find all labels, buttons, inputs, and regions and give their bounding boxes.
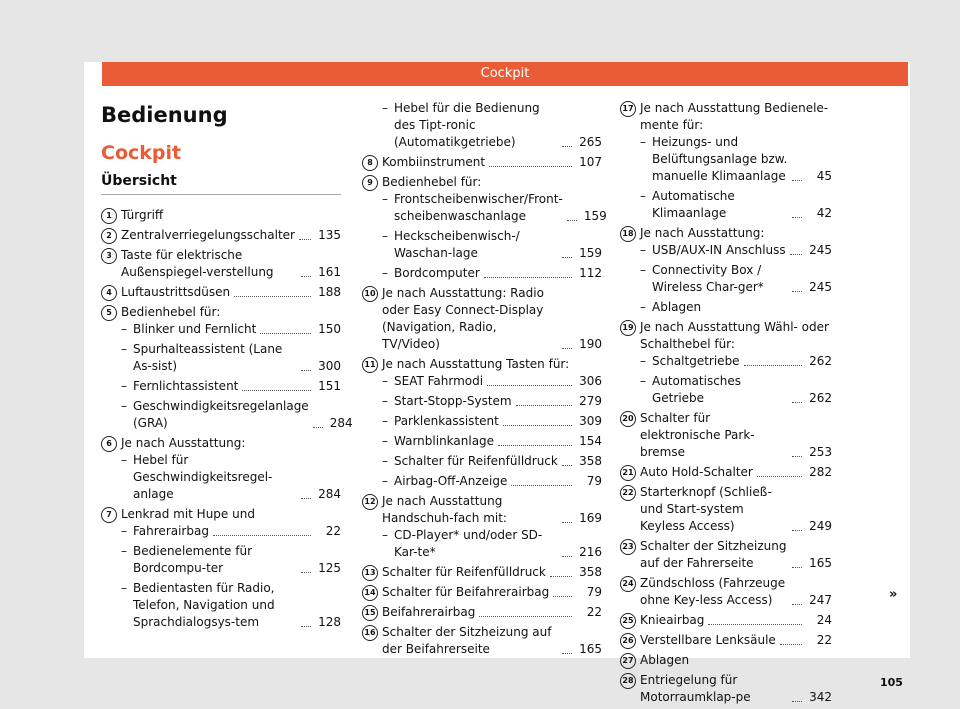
entry-text: Luftaustrittsdüsen [121,285,231,299]
page-ref[interactable]: 253 [809,445,832,459]
entry-text: – Schaltgetriebe [652,354,740,368]
page-ref[interactable]: 279 [579,394,602,408]
callout-number: 12 [362,494,378,510]
leader-dots [567,220,577,221]
sub-item [121,398,353,432]
entry-text: – Ablagen [652,300,702,314]
legend-item [362,604,602,621]
leader-dots [792,604,802,605]
callout-number: 26 [620,633,636,649]
page-ref[interactable]: 135 [318,228,341,242]
entry-text: Verstellbare Lenksäule [640,633,776,647]
callout-number: 18 [620,226,636,242]
legend-item [620,672,832,706]
legend-item [620,319,832,407]
callout-number: 21 [620,465,636,481]
page-ref[interactable]: 342 [809,690,832,704]
entry-text: – Airbag-Off-Anzeige [394,474,508,488]
legend-list-1 [101,207,353,631]
page-ref[interactable]: 358 [579,565,602,579]
entry-text: – Fernlichtassistent [133,379,239,393]
leader-dots [479,616,572,617]
sub-item [121,378,341,395]
entry-text: – Hebel für Geschwindigkeitsregel-anlage [133,453,273,501]
entry-text: Zentralverriegelungsschalter [121,228,295,242]
page-ref[interactable]: 284 [329,416,353,430]
page-ref[interactable]: 150 [318,322,341,336]
chapter-header: Cockpit [102,62,908,86]
legend-item [101,247,341,281]
entry-text: – Heckscheibenwisch-/ Waschan-lage [394,229,520,260]
entry-text: – Blinker und Fernlicht [133,322,257,336]
page-ref[interactable]: 112 [579,266,602,280]
entry-text: – SEAT Fahrmodi [394,374,484,388]
page-ref[interactable]: 159 [579,246,602,260]
sub-item [382,393,602,410]
sub-item [121,580,341,631]
page-ref[interactable]: 79 [586,585,602,599]
entry-text: Je nach Ausstattung: [640,226,765,240]
page-ref[interactable]: 282 [809,465,832,479]
callout-number: 17 [620,101,636,117]
leader-dots [562,556,572,557]
leader-dots [301,572,311,573]
entry-text: – CD-Player* und/oder SD-Kar-te* [394,528,543,559]
callout-number: 13 [362,565,378,581]
entry-text: Schalter der Sitzheizung auf der Beifahrerseite [382,625,552,656]
callout-number: 15 [362,605,378,621]
page-ref[interactable]: 216 [579,545,602,559]
legend-item [362,154,602,171]
callout-number: 11 [362,357,378,373]
callout-number: 9 [362,175,378,191]
leader-dots [516,405,572,406]
leader-dots [301,276,311,277]
callout-number: 5 [101,305,117,321]
entry-text: Schalter der Sitzheizung auf der Fahrerseite [640,539,787,570]
entry-text: – Bordcomputer [394,266,480,280]
page-ref[interactable]: 262 [809,354,832,368]
entry-text: Auto Hold-Schalter [640,465,753,479]
entry-text: – Start-Stopp-System [394,394,512,408]
callout-number: 7 [101,507,117,523]
leader-dots [757,476,802,477]
leader-dots [553,596,572,597]
page-ref[interactable]: 262 [809,391,832,405]
callout-number: 23 [620,539,636,555]
callout-number: 27 [620,653,636,669]
legend-item [620,100,832,222]
entry-text: Je nach Ausstattung Wähl- oder Schalthebel für: [640,320,829,351]
sub-item [640,299,832,316]
page-ref[interactable]: 151 [318,379,341,393]
sub-item [382,433,602,450]
legend-list-3 [620,100,832,706]
entry-text: Starterknopf (Schließ- und Start-system Keyless Access) [640,485,772,533]
page-ref[interactable]: 161 [318,265,341,279]
leader-dots [260,333,311,334]
sub-item [640,262,832,296]
entry-text: Knieairbag [640,613,705,627]
entry-text: – Frontscheibenwischer/Front-scheibenwaschanlage [394,192,563,223]
legend-list-2 [362,100,607,658]
legend-item [101,304,353,432]
sub-item [382,473,602,490]
page-ref[interactable]: 165 [579,642,602,656]
leader-dots [792,456,802,457]
entry-text: – Bedienelemente für Bordcompu-ter [133,544,252,575]
page-ref[interactable]: 128 [318,615,341,629]
entry-text: Je nach Ausstattung Tasten für: [382,357,570,371]
page-ref[interactable]: 45 [816,169,832,183]
legend-item [101,207,341,224]
callout-number: 24 [620,576,636,592]
page-ref[interactable]: 42 [816,206,832,220]
sub-item [640,353,832,370]
entry-text: – Heizungs- und Belüftungsanlage bzw. manuelle Klimaanlage [652,135,788,183]
legend-item [101,227,341,244]
sub-item [640,373,832,407]
page-ref[interactable]: 22 [586,605,602,619]
column-2 [362,100,607,661]
leader-dots [301,626,311,627]
callout-number: 22 [620,485,636,501]
legend-item [362,100,602,151]
leader-dots [562,522,572,523]
sub-item [121,543,341,577]
entry-text: – Spurhalteassistent (Lane As-sist) [133,342,283,373]
column-3 [620,100,832,709]
leader-dots [299,239,311,240]
leader-dots [487,385,572,386]
leader-dots [792,402,802,403]
page-ref[interactable]: 159 [583,209,607,223]
sub-item [640,134,832,185]
page-ref[interactable]: 265 [579,135,602,149]
leader-dots [503,425,572,426]
page-ref[interactable]: 309 [579,414,602,428]
callout-number: 19 [620,320,636,336]
entry-text: – Geschwindigkeitsregelanlage (GRA) [133,399,309,430]
entry-text: – Bedientasten für Radio, Telefon, Navigation und Sprachdialogsys-tem [133,581,275,629]
leader-dots [301,370,311,371]
entry-text: Bedienhebel für: [121,305,221,319]
page-ref[interactable]: 249 [809,519,832,533]
page-ref[interactable]: 284 [318,487,341,501]
callout-number: 16 [362,625,378,641]
legend-item [620,652,832,669]
legend-item [362,564,602,581]
entry-text: Taste für elektrische Außenspiegel-verstellung [121,248,274,279]
sub-item [382,373,602,390]
page-ref[interactable]: 125 [318,561,341,575]
leader-dots [213,535,311,536]
sub-item [382,413,602,430]
leader-dots [792,217,802,218]
legend-item [362,356,602,490]
entry-text: Je nach Ausstattung: [121,436,246,450]
sub-item [382,228,602,262]
legend-item [620,410,832,461]
page-ref[interactable]: 169 [579,511,602,525]
page-ref[interactable]: 22 [325,524,341,538]
entry-text: – Warnblinkanlage [394,434,495,448]
page-ref[interactable]: 245 [809,280,832,294]
entry-text: Ablagen [640,653,690,667]
leader-dots [498,445,572,446]
page-ref[interactable]: 22 [816,633,832,647]
sub-item [121,341,341,375]
leader-dots [562,146,572,147]
sub-item [382,453,602,470]
legend-item [620,464,832,481]
entry-text: – USB/AUX-IN Anschluss [652,243,786,257]
entry-text: Beifahrerairbag [382,605,476,619]
leader-dots [550,576,572,577]
entry-text: – Automatisches Getriebe [652,374,742,405]
page-ref[interactable]: 188 [318,285,341,299]
legend-item [101,284,341,301]
leader-dots [301,498,311,499]
legend-item [362,493,602,561]
leader-dots [780,644,802,645]
entry-text: Je nach Ausstattung Bedienele-mente für: [640,101,829,132]
callout-number: 4 [101,285,117,301]
legend-item [620,612,832,629]
leader-dots [562,653,572,654]
sub-item [382,527,602,561]
entry-text: Je nach Ausstattung Handschuh-fach mit: [382,494,507,525]
legend-item [101,506,341,631]
legend-item [101,435,341,503]
page-ref[interactable]: 165 [809,556,832,570]
legend-item [362,584,602,601]
leader-dots [562,465,572,466]
callout-number: 1 [101,208,117,224]
entry-text: Schalter für Reifenfülldruck [382,565,546,579]
legend-item [362,174,607,282]
sub-item [121,523,341,540]
entry-text: – Fahrerairbag [133,524,209,538]
leader-dots [234,296,311,297]
entry-text: – Parklenkassistent [394,414,499,428]
entry-text: Schalter für Beifahrerairbag [382,585,550,599]
leader-dots [562,257,572,258]
page-ref[interactable]: 190 [579,337,602,351]
entry-text: – Connectivity Box / Wireless Char-ger* [652,263,764,294]
legend-item [620,484,832,535]
page-ref[interactable]: 245 [809,243,832,257]
legend-item [362,624,602,658]
leader-dots [489,166,572,167]
page-ref[interactable]: 79 [586,474,602,488]
column-1 [101,100,353,634]
callout-number: 6 [101,436,117,452]
sub-item [121,452,341,503]
leader-dots [792,567,802,568]
leader-dots [792,180,802,181]
page-ref[interactable]: 107 [579,155,602,169]
page-ref[interactable]: 306 [579,374,602,388]
leader-dots [792,701,802,702]
leader-dots [511,485,572,486]
leader-dots [242,390,311,391]
leader-dots [744,365,802,366]
page-ref[interactable]: 358 [579,454,602,468]
sub-item [121,321,341,338]
sub-item [640,188,832,222]
legend-item [362,285,602,353]
leader-dots [313,427,323,428]
leader-dots [790,254,802,255]
legend-item [620,632,832,649]
callout-number: 2 [101,228,117,244]
callout-number: 20 [620,411,636,427]
page-ref[interactable]: 247 [809,593,832,607]
legend-item [620,575,832,609]
callout-number: 8 [362,155,378,171]
entry-text: Lenkrad mit Hupe und [121,507,255,521]
section-heading: Übersicht [101,172,341,195]
leader-dots [484,277,572,278]
entry-text: Kombiinstrument [382,155,486,169]
page-number: 105 [880,676,903,689]
callout-number: 28 [620,673,636,689]
entry-text: Entriegelung für Motorraumklap-pe [640,673,751,704]
continue-arrow: » [889,587,898,602]
entry-text: Türgriff [121,208,164,222]
entry-text: – Automatische Klimaanlage [652,189,735,220]
callout-number: 3 [101,248,117,264]
leader-dots [792,291,802,292]
legend-item [620,225,832,316]
entry-text: Bedienhebel für: [382,175,482,189]
entry-text: – Schalter für Reifenfülldruck [394,454,558,468]
callout-number: 10 [362,286,378,302]
callout-number: 25 [620,613,636,629]
leader-dots [562,348,572,349]
page-subtitle: Cockpit [101,142,182,164]
leader-dots [708,624,802,625]
sub-item [382,265,602,282]
sub-item [382,191,607,225]
leader-dots [792,530,802,531]
entry-text: Schalter für elektronische Park-bremse [640,411,755,459]
page-ref[interactable]: 24 [816,613,832,627]
page-title: Bedienung [101,103,228,127]
page-ref[interactable]: 300 [318,359,341,373]
sub-item [640,242,832,259]
entry-text: Je nach Ausstattung: Radio oder Easy Connect-Display (Navigation, Radio, TV/Video) [382,286,544,351]
callout-number: 14 [362,585,378,601]
entry-text: Zündschloss (Fahrzeuge ohne Key-less Access) [640,576,786,607]
legend-item [620,538,832,572]
entry-text: – Hebel für die Bedienung des Tipt-ronic (Automatikgetriebe) [394,101,540,149]
sub-item [382,100,602,151]
page-ref[interactable]: 154 [579,434,602,448]
